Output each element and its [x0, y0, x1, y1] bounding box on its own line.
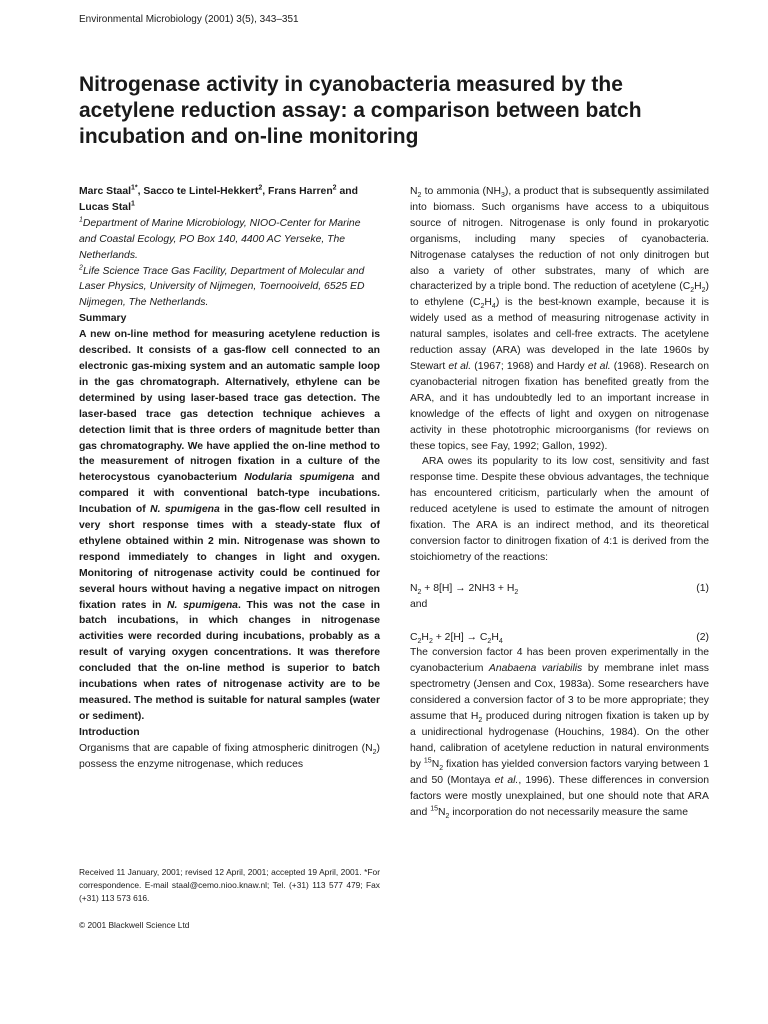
equation-2-formula: $C_2H_2 + 2[H] \to C_2H_4$	[410, 631, 503, 645]
article-title: Nitrogenase activity in cyanobacteria measured by the acetylene reduction assay: a comparison between batch incubation and on-line monitoring	[79, 73, 642, 148]
introduction-heading: Introduction	[79, 726, 140, 738]
summary-text: A new on-line method for measuring acetylene reduction is described. It consists of a gas-flow cell connected to an electronic gas-mixing system and an automatic sample loop in the gas chromatograph. Alternatively, ethylene can be determined by using laser-based trace gas detection. The laser-based trace gas detection technique achieves a detection limit that is three orders of magnitude better than gas chromatography. We have applied the on-line method to the measurement of nitrogen fixation in a culture of the heterocystous cyanobacterium Nodularia spumigena and compared it with conventional batch-type incubations. Incubation of N. spumigena in the gas-flow cell resulted in very short response times with a steady-state flux of ethylene obtained within 2 min. Nitrogenase was shown to respond immediately to changes in light and oxygen. Monitoring of nitrogenase activity could be continued for several hours without having a negative impact on nitrogen fixation rates in N. spumigena. This was not the case in batch incubations, in which changes in nitrogenase activities were recorded during incubations, probably as a result of varying oxygen concentrations. It was therefore concluded that the on-line method is superior to batch incubations when rates of nitrogenase activity are to be measured. The method is suitable for natural samples (water or sediment).	[79, 329, 380, 722]
equation-1	[410, 581, 709, 597]
copyright: © 2001 Blackwell Science Ltd	[79, 920, 190, 930]
journal-citation: Environmental Microbiology (2001) 3(5), 343–351	[79, 14, 299, 25]
paragraph-1: $N_2$ to ammonia $(NH_3)$, a product that is subsequently assimilated into biomass. Such organisms have access to a ubiquitous source of nitrogen. Nitrogenase is only found in prokaryotic organisms, including many species of cyanobacteria. Nitrogenase catalyses the reduction of not only dinitrogen but also a variety of other substrates, many of which are characterized by a triple bond. The reduction of acetylene $(C_2H_2)$ to ethylene $(C_2H_4)$ is the best-known example, because it is widely used as a method of measuring nitrogenase activity in natural samples, isolates and cell-free extracts. The acetylene reduction assay (ARA) was developed in the late 1960s by Stewart et al. (1967; 1968) and Hardy et al. (1968). Research on cyanobacterial nitrogen fixation has benefited greatly from the ARA, and it has undoubtedly led to an important increase in knowledge of the effects of light and oxygen on nitrogenase activity in these phototrophic microorganisms (for reviews on these topics, see Fay, 1992; Gallon, 1992).	[410, 186, 709, 452]
paragraph-3: The conversion factor 4 has been proven experimentally in the cyanobacterium Anabaena variabilis by membrane inlet mass spectrometry (Jensen and Cox, 1983a). Some researchers have considered a conversion factor of 3 to be more appropriate; they assume that $H_2$ produced during nitrogen fixation is taken up by a unidirectional hydrogenase (Houchins, 1984). On the other hand, calibration of acetylene reduction in natural environments by $^{15}N_2$ fixation has yielded conversion factors varying between 1 and 50 (Montaya et al., 1996). These differences in conversion factors were mostly unexplained, but one should note that ARA and $^{15}N_2$ incorporation do not necessarily measure the same	[410, 647, 710, 820]
right-column	[410, 184, 709, 820]
summary-heading: Summary	[79, 313, 127, 325]
introduction-text: Organisms that are capable of fixing atmospheric dinitrogen $(N_2)$ possess the enzyme nitrogenase, which reduces	[79, 742, 380, 770]
and-text: and	[410, 598, 428, 610]
equation-1-number: (1)	[696, 582, 709, 594]
affiliation-1: $^1$Department of Marine Microbiology, NIOO-Center for Marine and Coastal Ecology, PO Box 140, 4400 AC Yerseke, The Netherlands.	[79, 216, 361, 261]
equation-1-formula: $N_2 + 8[H] \to 2NH3 + H_2$	[410, 582, 519, 596]
equation-2	[410, 630, 709, 646]
affiliation-2: $^2$Life Science Trace Gas Facility, Department of Molecular and Laser Physics, University of Nijmegen, Toernooiveld, 6525 ED Nijmegen, The Netherlands.	[79, 264, 365, 309]
authors: Marc Staal$^{1*}$, Sacco te Lintel-Hekkert$^2$, Frans Harren$^2$ and Lucas Stal$^1$	[79, 184, 358, 213]
received-note: Received 11 January, 2001; revised 12 April, 2001; accepted 19 April, 2001. *For correspondence. E-mail staal@cemo.nioo.knaw.nl; Tel. (+31) 113 577 479; Fax (+31) 113 573 616.	[79, 867, 380, 904]
equation-2-number: (2)	[696, 631, 709, 643]
left-column	[79, 184, 380, 773]
paragraph-2: ARA owes its popularity to its low cost, sensitivity and fast response time. Despite these obvious advantages, the technique has encountered criticism, particularly when the amount of reduced acetylene is used to estimate the amount of nitrogen fixation. The ARA is an indirect method, and its theoretical conversion factor to dinitrogen fixation of 4:1 is derived from the stoichiometry of the reactions:	[410, 456, 709, 563]
